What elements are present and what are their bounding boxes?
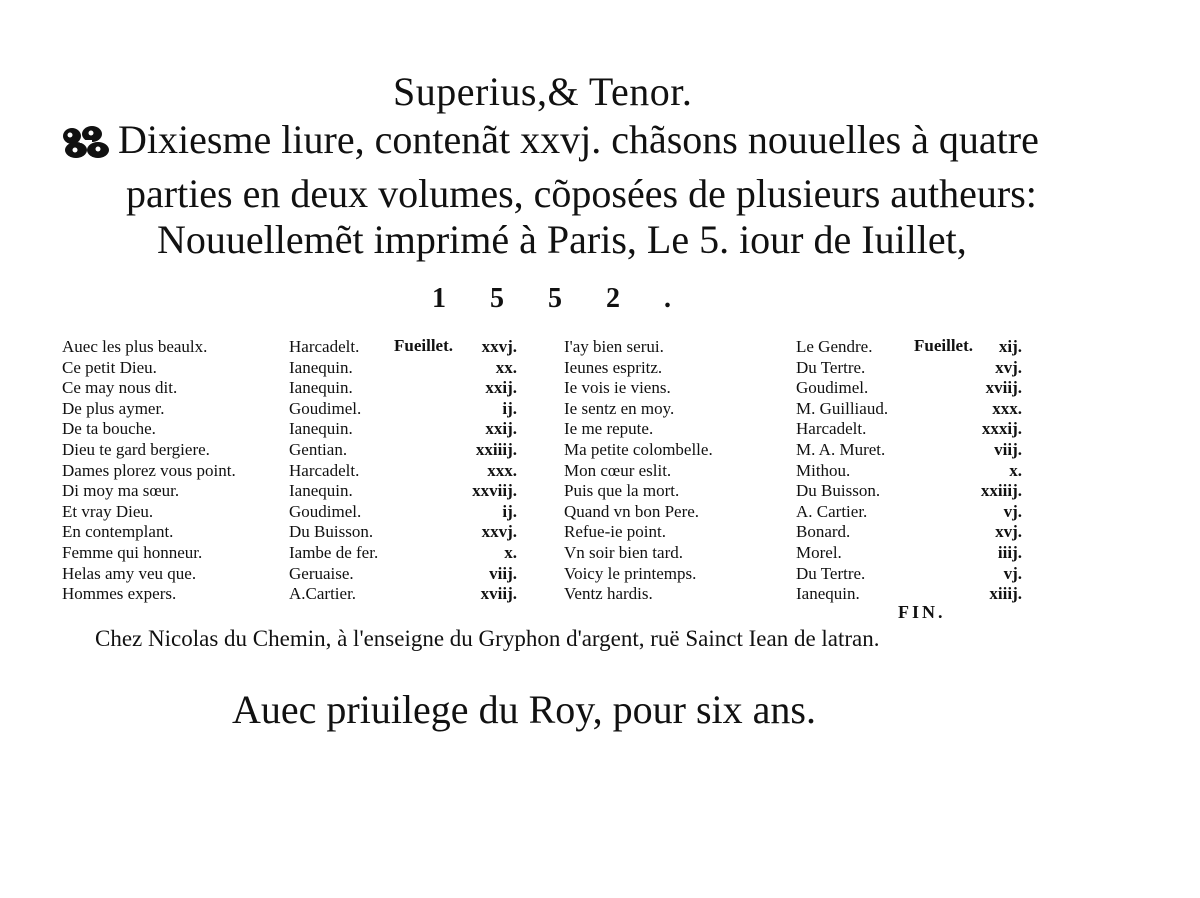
toc-title: De ta bouche. [62,419,156,439]
toc-title: Auec les plus beaulx. [62,337,208,356]
toc-composer: Morel. [796,543,842,562]
imprint-line: Chez Nicolas du Chemin, à l'enseigne du Gryphon d'argent, ruë Sainct Iean de latran. [95,626,880,651]
toc-folio: xxx. [487,460,517,480]
toc-composer: Le Gendre. [796,337,873,356]
toc-title: Femme qui honneur. [62,543,203,562]
toc-composer: Harcadelt. [289,460,360,480]
toc-title: Ieunes espritz. [564,357,663,377]
toc-title: Refue-ie point. [564,522,666,542]
toc-composer: Du Tertre. [796,563,866,583]
toc-folio: x. [504,543,517,562]
toc-title: Ce petit Dieu. [62,357,157,377]
toc-title: Dieu te gard bergiere. [62,440,210,459]
toc-composer: Geruaise. [289,563,354,583]
toc-title: Mon cœur eslit. [564,460,672,480]
toc-title: En contemplant. [62,522,174,542]
toc-folio: xviij. [480,584,517,604]
toc-folio: xvj. [995,522,1022,542]
toc-composer: Goudimel. [289,398,362,418]
toc-title: Di moy ma sœur. [62,481,180,501]
toc-title: Ie sentz en moy. [564,398,675,418]
toc-folio: vj. [1003,501,1022,521]
toc-folio: xxij. [485,419,517,439]
toc-composer: Goudimel. [289,501,362,521]
toc-title: Voicy le printemps. [564,563,697,583]
folio-column-label: Fueillet. [914,336,974,355]
toc-folio: vj. [1003,563,1022,583]
toc-folio: x. [1009,460,1022,480]
toc-folio: xvj. [995,357,1022,377]
toc-folio: viij. [489,563,517,583]
toc-composer: Du Buisson. [289,522,374,542]
toc-composer: Bonard. [796,522,851,542]
toc-folio: xxij. [485,378,517,398]
fin-mark: FIN. [898,602,946,622]
toc-folio: xxviij. [472,481,517,501]
toc-title: Quand vn bon Pere. [564,501,700,521]
toc-folio: xxx. [992,398,1022,418]
toc-title: Ie vois ie viens. [564,378,671,398]
toc-title: I'ay bien serui. [564,337,664,356]
toc-title: Ventz hardis. [564,584,653,604]
folio-column-label: Fueillet. [394,336,454,355]
toc-composer: Iambe de fer. [289,543,379,562]
toc-composer: M. Guilliaud. [796,398,889,418]
toc-title: Helas amy veu que. [62,563,197,583]
toc-composer: Ianequin. [289,378,353,398]
toc-folio: iiij. [997,543,1022,562]
fleuron-ornament-icon [60,122,112,162]
toc-title: Puis que la mort. [564,481,680,501]
toc-folio: viij. [994,440,1022,459]
title-line-2: parties en deux volumes, cõposées de plusieurs autheurs: [126,171,1037,216]
title-line-3: Nouuellemẽt imprimé à Paris, Le 5. iour de Iuillet, [157,217,967,262]
toc-title: De plus aymer. [62,398,165,418]
toc-composer: A.Cartier. [289,584,357,604]
toc-title: Ma petite colombelle. [564,440,713,459]
toc-title: Dames plorez vous point. [62,460,236,480]
toc-folio: xx. [495,357,517,377]
toc-composer: Ianequin. [289,357,353,377]
toc-folio: ij. [502,501,517,521]
toc-folio: xxvj. [481,522,517,542]
toc-folio: xviij. [985,378,1022,398]
toc-composer: Ianequin. [289,419,353,439]
toc-folio: xxvj. [481,337,517,356]
toc-title: Vn soir bien tard. [564,543,683,562]
toc-composer: M. A. Muret. [796,440,886,459]
toc-title: Ce may nous dit. [62,378,178,398]
toc-folio: xxxij. [981,419,1022,439]
toc-composer: Ianequin. [289,481,353,501]
toc-title: Ie me repute. [564,419,654,439]
toc-title: Et vray Dieu. [62,501,154,521]
privilege-line: Auec priuilege du Roy, pour six ans. [232,687,816,732]
toc-composer: Ianequin. [796,584,860,604]
toc-folio: xiiij. [989,584,1022,604]
toc-composer: Du Buisson. [796,481,881,501]
toc-composer: Harcadelt. [289,337,360,356]
toc-composer: Harcadelt. [796,419,867,439]
toc-folio: ij. [502,398,517,418]
toc-folio: xij. [998,337,1022,356]
voice-heading: Superius,& Tenor. [393,69,693,114]
toc-composer: Gentian. [289,440,348,459]
toc-folio: xxiiij. [980,481,1022,501]
toc-composer: Du Tertre. [796,357,866,377]
toc-composer: Mithou. [796,460,851,480]
toc-folio: xxiiij. [475,440,517,459]
publication-year: 1552. [432,283,715,314]
title-line-1: Dixiesme liure, contenãt xxvj. chãsons nouuelles à quatre [118,117,1039,162]
toc-composer: A. Cartier. [796,501,868,521]
toc-composer: Goudimel. [796,378,869,398]
toc-title: Hommes expers. [62,584,177,604]
